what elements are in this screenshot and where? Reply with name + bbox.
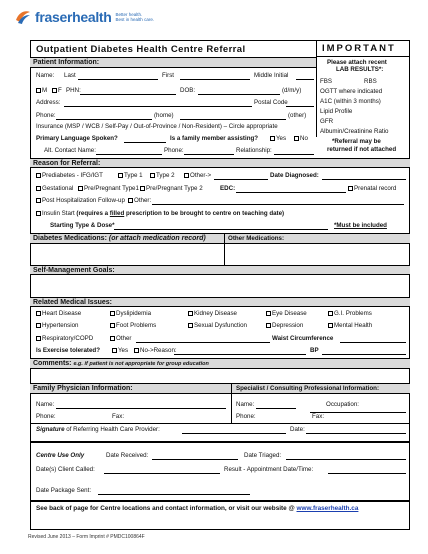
type2-checkbox[interactable]: Type 2: [150, 172, 175, 179]
other-issue-field[interactable]: [136, 342, 270, 343]
specialist-header: Specialist / Consulting Professional Information:: [236, 385, 380, 392]
referral-warning-1: *Referral may be: [332, 138, 381, 145]
brand-tagline: Better health. Best in health care.: [115, 12, 155, 22]
exercise-no[interactable]: No->Reason:: [134, 347, 177, 354]
first-label: First: [162, 72, 175, 79]
starting-dose-field[interactable]: [114, 229, 328, 230]
waist-label: Waist Circumference: [272, 335, 334, 342]
middle-label: Middle Initial: [254, 72, 289, 79]
phn-field[interactable]: [80, 94, 176, 95]
prepreg-type2-checkbox[interactable]: Pre/Pregnant Type 2: [140, 185, 203, 192]
other-issue-checkbox[interactable]: Other: [110, 335, 131, 342]
revision-note: Revised June 2013 – Form Imprint # PMDC100864F: [28, 534, 145, 540]
lab-ogtt: OGTT where indicated: [320, 88, 383, 95]
lab-rbs: RBS: [364, 78, 377, 85]
other-phone-label: (other): [288, 112, 307, 119]
bp-label: BP: [310, 347, 319, 354]
medications-header: Diabetes Medications: (or attach medication record): [30, 233, 410, 244]
reason-header: Reason for Referral:: [30, 158, 410, 168]
occupation-label: Occupation:: [326, 401, 360, 408]
please-attach: Please attach recent: [327, 59, 387, 66]
postal-field[interactable]: [286, 106, 314, 107]
date-received-label: Date Received:: [106, 452, 149, 459]
other-type-checkbox[interactable]: Other->: [184, 172, 211, 179]
other-reason-field[interactable]: [152, 204, 404, 205]
lab-results: LAB RESULTS*:: [336, 66, 384, 73]
address-field[interactable]: [64, 106, 252, 107]
must-be-included: *Must be included: [334, 222, 387, 229]
family-assist-yes[interactable]: Yes: [270, 135, 286, 142]
phone-home-field[interactable]: [56, 119, 152, 120]
lab-gfr: GFR: [320, 118, 334, 125]
gestational-checkbox[interactable]: Gestational: [36, 185, 73, 192]
last-name-field[interactable]: [78, 79, 158, 80]
edc-label: EDC:: [220, 185, 236, 192]
referral-warning-2: returned if not attached: [327, 146, 397, 153]
fraserhealth-logo: [14, 6, 156, 28]
phn-label: PHN:: [66, 87, 81, 94]
date-diagnosed-label: Date Diagnosed:: [270, 172, 319, 179]
family-assist-no[interactable]: No: [294, 135, 308, 142]
bp-field[interactable]: [322, 354, 406, 355]
dob-label: DOB:: [180, 87, 196, 94]
mental-health-checkbox[interactable]: Mental Health: [328, 322, 372, 329]
self-management-field[interactable]: [31, 276, 409, 296]
other-medications-field[interactable]: [225, 245, 409, 264]
sex-m[interactable]: M: [36, 87, 47, 94]
specialist-name-label: Name:: [236, 401, 255, 408]
postal-label: Postal Code: [254, 99, 288, 106]
signature-label: Signature of Referring Health Care Provider:: [36, 426, 160, 433]
exercise-reason-field[interactable]: [174, 354, 306, 355]
other-reason-checkbox[interactable]: Other:: [128, 197, 151, 204]
heart-disease-checkbox[interactable]: Heart Disease: [36, 310, 81, 317]
type1-checkbox[interactable]: Type 1: [118, 172, 143, 179]
alt-contact-field[interactable]: [96, 154, 162, 155]
sexual-dysfunction-checkbox[interactable]: Sexual Dysfunction: [188, 322, 247, 329]
date-triaged-field[interactable]: [286, 459, 406, 460]
date-received-field[interactable]: [152, 459, 238, 460]
website-link[interactable]: www.fraserhealth.ca: [296, 505, 359, 512]
insurance-label[interactable]: Insurance (MSP / WCB / Self-Pay / Out-of-Province / Non-Resident) – Circle appropriate: [36, 123, 278, 130]
brand-name: fraserhealth: [35, 9, 112, 25]
lab-fbs: FBS: [320, 78, 333, 85]
package-sent-label: Date Package Sent:: [36, 487, 92, 494]
specialist-name-field[interactable]: [256, 408, 296, 409]
edc-field[interactable]: [236, 192, 346, 193]
first-name-field[interactable]: [180, 79, 250, 80]
comments-header: Comments: e.g. if patient is not appropriate for group education: [30, 358, 410, 369]
lab-a1c: A1C (within 3 months): [320, 98, 381, 105]
signature-date-label: Date:: [290, 426, 305, 433]
relationship-label: Relationship:: [236, 147, 272, 154]
language-label: Primary Language Spoken?: [36, 135, 118, 142]
signature-date-field[interactable]: [306, 433, 406, 434]
exercise-label: Is Exercise tolerated?: [36, 347, 100, 354]
footer-note: See back of page for Centre locations and contact information, or visit our website @ www.fraserhealth.ca: [36, 505, 359, 512]
package-sent-field[interactable]: [98, 494, 250, 495]
other-medications-label: Other Medications:: [228, 235, 285, 242]
physician-name-label: Name:: [36, 401, 55, 408]
waist-field[interactable]: [340, 342, 406, 343]
dyslipidemia-checkbox[interactable]: Dyslipidemia: [110, 310, 151, 317]
last-label: Last: [64, 72, 76, 79]
eye-disease-checkbox[interactable]: Eye Disease: [266, 310, 307, 317]
dob-field[interactable]: [198, 94, 280, 95]
date-triaged-label: Date Triaged:: [244, 452, 282, 459]
name-label: Name:: [36, 72, 55, 79]
comments-field[interactable]: [31, 370, 409, 382]
result-appt-field[interactable]: [328, 473, 406, 474]
physician-phone-label: Phone:: [36, 413, 56, 420]
other-type-field[interactable]: [214, 179, 268, 180]
client-called-field[interactable]: [104, 473, 220, 474]
respiratory-checkbox[interactable]: Respiratory/COPD: [36, 335, 93, 342]
depression-checkbox[interactable]: Depression: [266, 322, 303, 329]
sex-f[interactable]: F: [52, 87, 62, 94]
lab-albumin: Albumin/Creatinine Ratio: [320, 128, 389, 135]
form-title: Outpatient Diabetes Health Centre Referral: [36, 44, 246, 55]
medical-issues-header: Related Medical Issues:: [30, 297, 410, 307]
phone-other-field[interactable]: [180, 119, 286, 120]
specialist-fax-label: Fax:: [312, 413, 325, 420]
alt-phone-label: Phone:: [164, 147, 184, 154]
prenatal-checkbox[interactable]: Prenatal record: [348, 185, 396, 192]
language-field[interactable]: [124, 142, 166, 143]
phone-label: Phone:: [36, 112, 56, 119]
centre-use-only: Centre Use Only: [36, 452, 85, 459]
diabetes-medications-field[interactable]: [31, 245, 223, 264]
physician-header: Family Physician Information:: [30, 383, 410, 394]
gi-problems-checkbox[interactable]: G.I. Problems: [328, 310, 372, 317]
post-hosp-checkbox[interactable]: Post Hospitalization Follow-up: [36, 197, 125, 204]
patient-info-header: Patient Information:: [30, 58, 316, 68]
occupation-field[interactable]: [310, 412, 406, 413]
client-called-label: Date(s) Client Called:: [36, 466, 95, 473]
physician-name-field[interactable]: [56, 408, 226, 409]
physician-fax-label: Fax:: [112, 413, 125, 420]
prepreg-type1-checkbox[interactable]: Pre/Pregnant Type1: [78, 185, 139, 192]
important-heading: IMPORTANT: [322, 43, 396, 54]
alt-contact-label: Alt. Contact Name:: [44, 147, 96, 154]
exercise-yes[interactable]: Yes: [112, 347, 128, 354]
dob-format: (d/m/y): [282, 87, 302, 94]
self-management-header: Self-Management Goals:: [30, 265, 410, 275]
date-diagnosed-field[interactable]: [322, 179, 406, 180]
alt-phone-field[interactable]: [184, 154, 234, 155]
lab-lipid: Lipid Profile: [320, 108, 353, 115]
home-label: (home): [154, 112, 174, 119]
hypertension-checkbox[interactable]: Hypertension: [36, 322, 78, 329]
foot-problems-checkbox[interactable]: Foot Problems: [110, 322, 156, 329]
kidney-disease-checkbox[interactable]: Kidney Disease: [188, 310, 237, 317]
fraserhealth-mark-icon: [14, 8, 32, 26]
starting-dose-label: Starting Type & Dose*: [50, 222, 115, 229]
family-assist-label: Is a family member assisting?: [170, 135, 259, 142]
address-label: Address:: [36, 99, 61, 106]
signature-field[interactable]: [182, 433, 286, 434]
middle-initial-field[interactable]: [296, 79, 314, 80]
relationship-field[interactable]: [274, 154, 314, 155]
specialist-phone-label: Phone:: [236, 413, 256, 420]
result-appt-label: Result - Appointment Date/Time:: [224, 466, 314, 473]
prediabetes-checkbox[interactable]: Prediabetes - IFG/IGT: [36, 172, 103, 179]
insulin-start-checkbox[interactable]: Insulin Start (requires a filled prescription to be brought to centre on teaching date): [36, 210, 284, 217]
